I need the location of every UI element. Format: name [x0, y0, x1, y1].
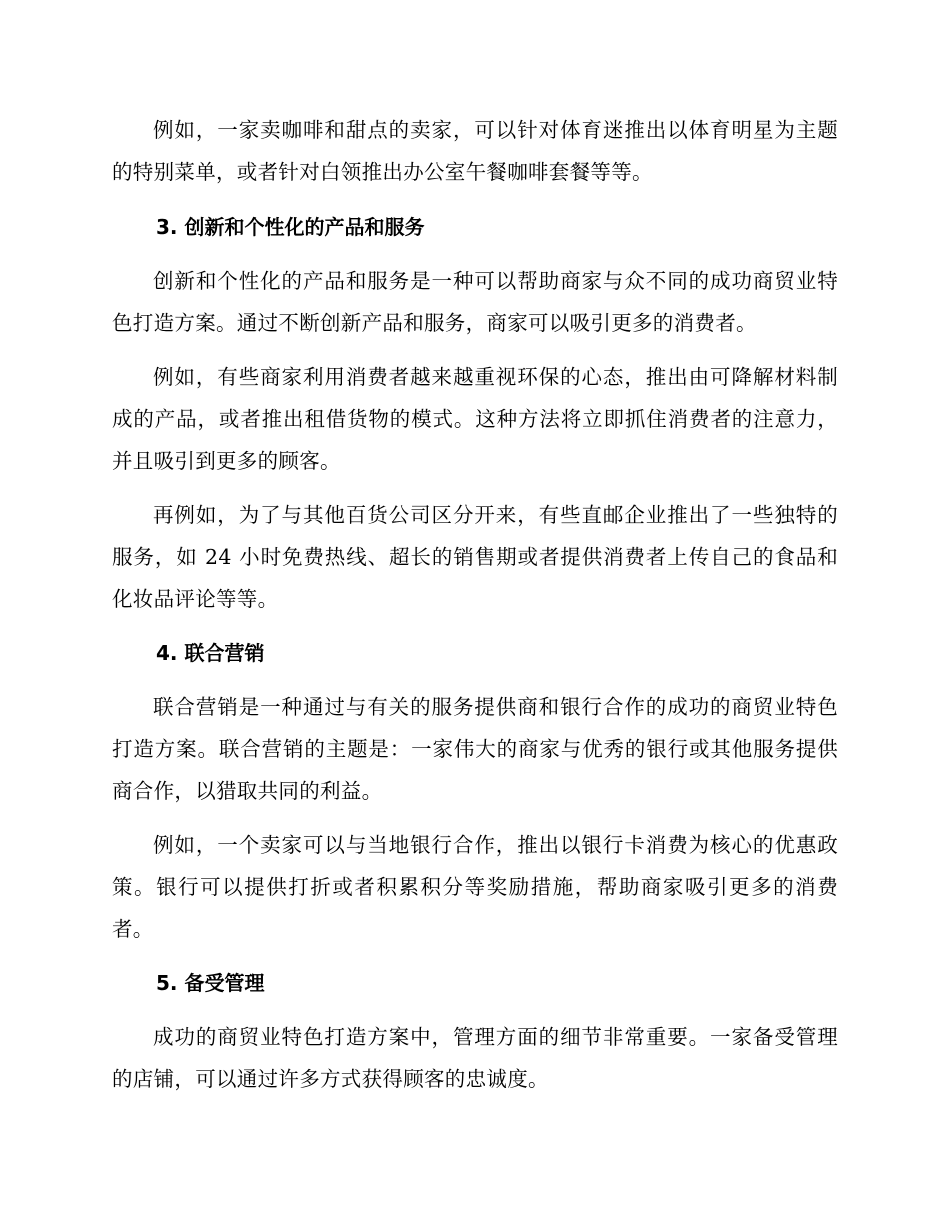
paragraph: 例如，有些商家利用消费者越来越重视环保的心态，推出由可降解材料制成的产品，或者推出租借货物的模式。这种方法将立即抓住消费者的注意力，并且吸引到更多的顾客。 [112, 365, 838, 473]
paragraph: 再例如，为了与其他百货公司区分开来，有些直邮企业推出了一些独特的服务，如 24 小时免费热线、超长的销售期或者提供消费者上传自己的食品和化妆品评论等等。 [112, 503, 838, 611]
paragraph: 成功的商贸业特色打造方案中，管理方面的细节非常重要。一家备受管理的店铺，可以通过许多方式获得顾客的忠诚度。 [112, 1025, 838, 1091]
spacer [112, 193, 838, 206]
paragraph: 联合营销是一种通过与有关的服务提供商和银行合作的成功的商贸业特色打造方案。联合营销的主题是：一家伟大的商家与优秀的银行或其他服务提供商合作，以猎取共同的利益。 [112, 695, 838, 803]
section-heading: 3. 创新和个性化的产品和服务 [156, 215, 425, 239]
section-heading: 4. 联合营销 [156, 641, 265, 665]
spacer [112, 248, 838, 260]
spacer [112, 620, 838, 632]
paragraph: 创新和个性化的产品和服务是一种可以帮助商家与众不同的成功商贸业特色打造方案。通过不断创新产品和服务，商家可以吸引更多的消费者。 [112, 269, 838, 335]
paragraph: 例如，一家卖咖啡和甜点的卖家，可以针对体育迷推出以体育明星为主题的特别菜单，或者针对白领推出办公室午餐咖啡套餐等等。 [112, 118, 838, 184]
spacer [112, 344, 838, 356]
spacer [112, 1004, 838, 1016]
spacer [112, 812, 838, 824]
section-heading: 5. 备受管理 [156, 971, 265, 995]
spacer [112, 674, 838, 686]
spacer [112, 950, 838, 962]
paragraph: 例如，一个卖家可以与当地银行合作，推出以银行卡消费为核心的优惠政策。银行可以提供打折或者积累积分等奖励措施，帮助商家吸引更多的消费者。 [112, 833, 838, 941]
spacer [112, 482, 838, 494]
